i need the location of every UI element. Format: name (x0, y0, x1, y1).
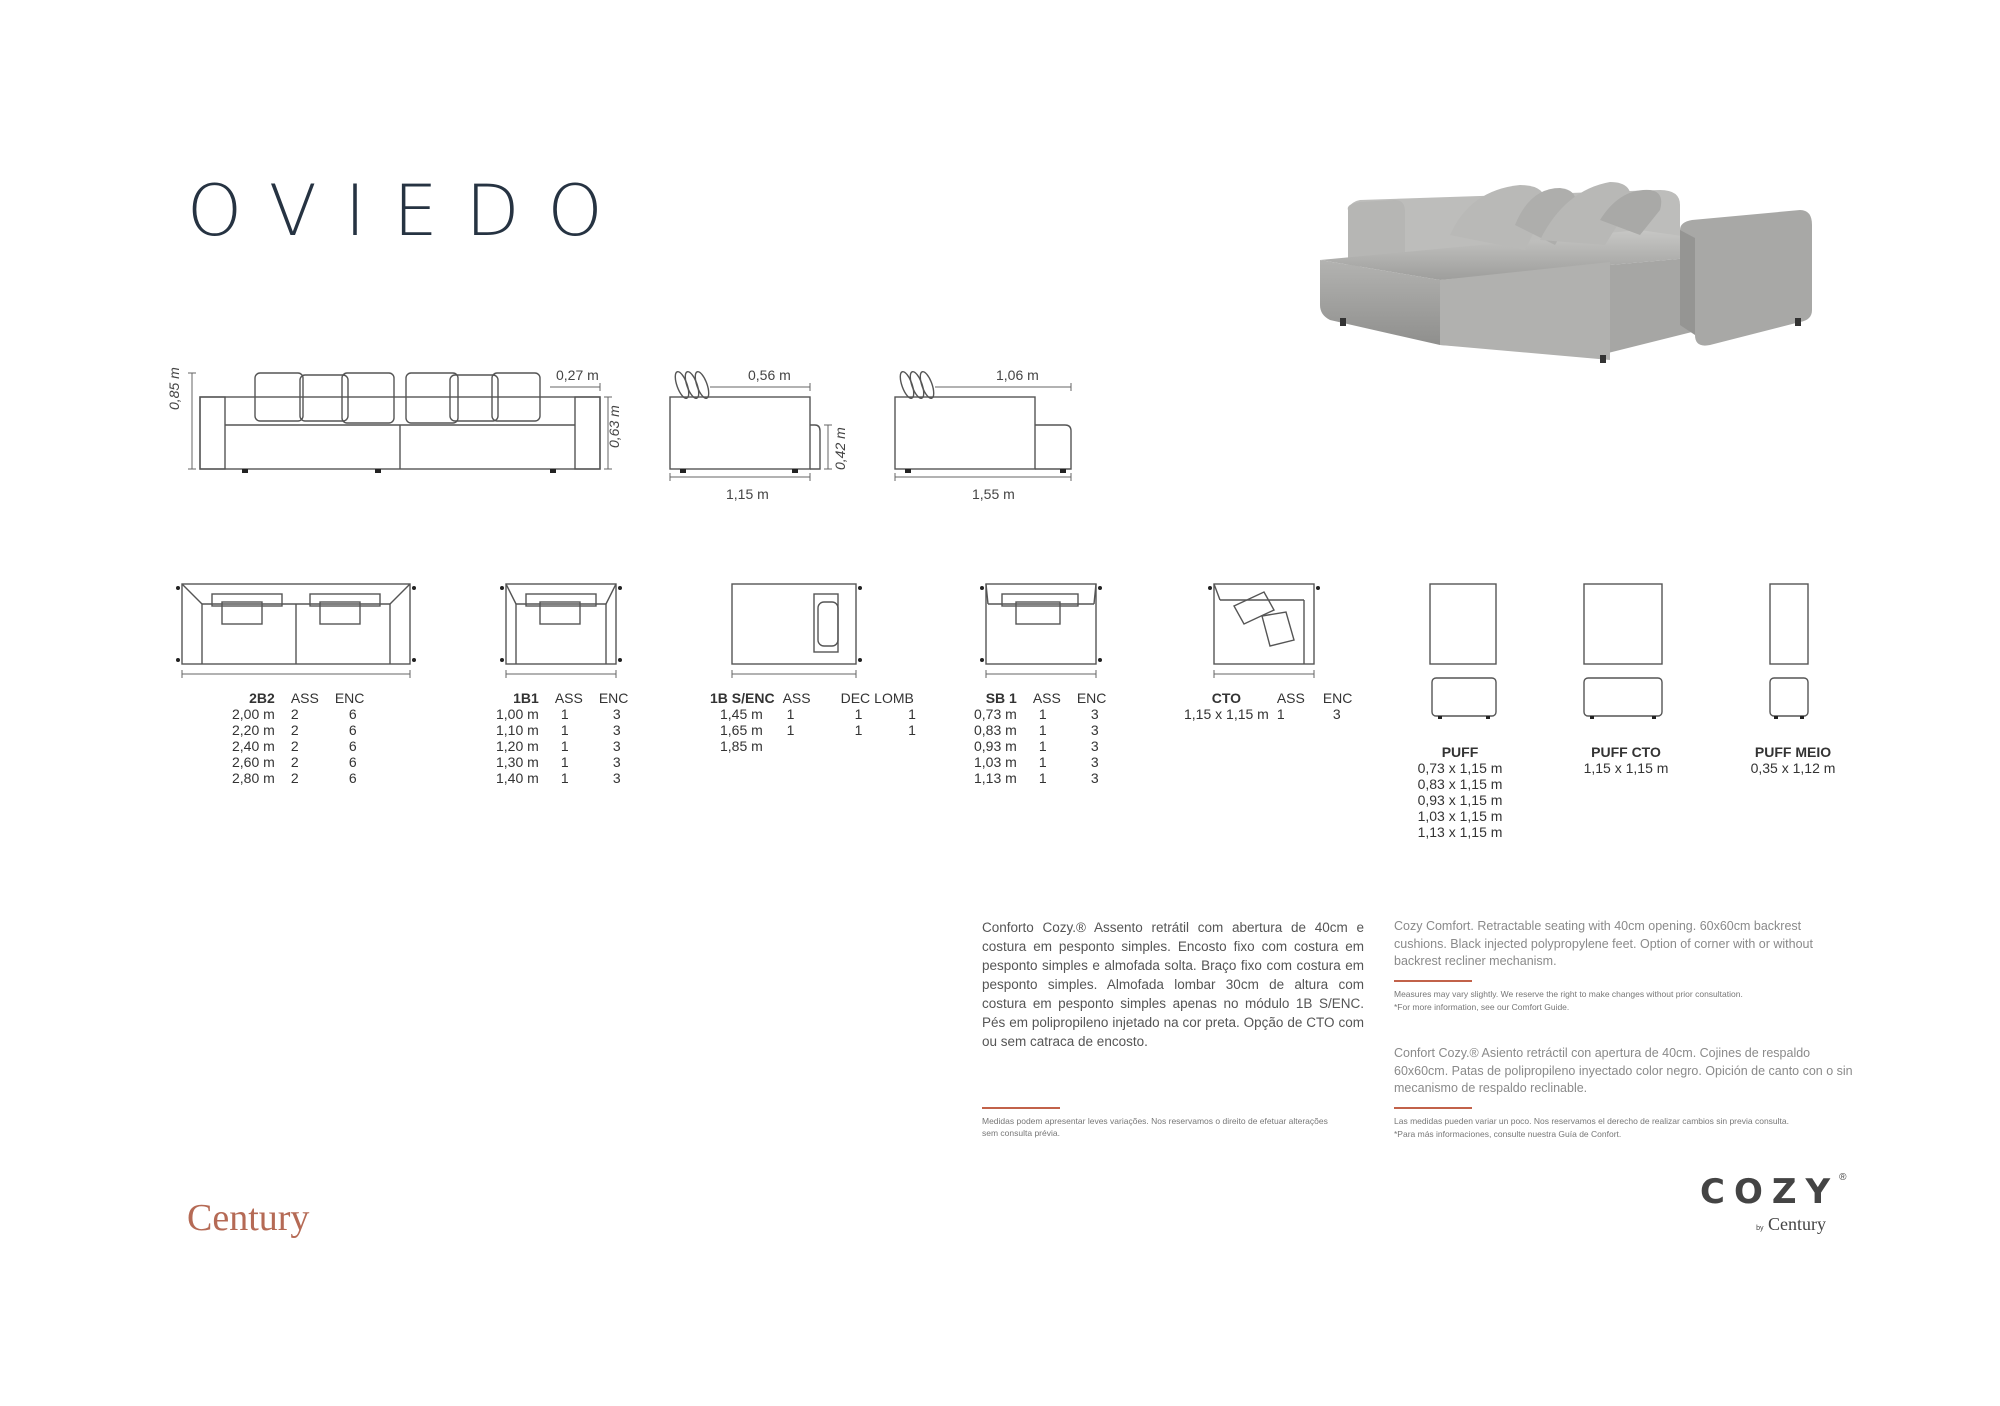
cell: 2,80 m (232, 770, 275, 786)
cell: 1,45 m (720, 706, 763, 722)
plan-1b1 (496, 580, 626, 680)
module-name: CTO (1211, 690, 1242, 706)
divider-pt (982, 1107, 1060, 1109)
cell: 1 (560, 770, 569, 786)
cell: 1 (854, 722, 863, 738)
cozy-wordmark: COZY (1700, 1172, 1840, 1212)
side-elevation-open (885, 365, 1095, 485)
puff-meio-info (1728, 744, 1858, 776)
cell: 1,13 m (974, 770, 1017, 786)
col-header: ASS (1276, 690, 1305, 706)
cell: 1,00 m (496, 706, 539, 722)
puff-info (1400, 744, 1520, 840)
cell: 2 (290, 738, 299, 754)
col-header: ENC (334, 690, 365, 706)
cell: 1 (1038, 770, 1047, 786)
table-1b-senc (706, 690, 920, 754)
description-pt: Conforto Cozy.® Assento retrátil com abertura de 40cm e costura em pesponto simples. Encosto fixo com costura em pesponto simples e almofada solta. Braço fixo com costura em pesponto simples. Almofada lombar 30cm de altura com costura em pesponto simples apenas no módulo 1B S/ENC. Pés em polipropileno injetado na cor preta. Opção de CTO com ou sem catraca de encosto. (982, 920, 1364, 1049)
table-1b1 (492, 690, 632, 786)
module-name: 1B S/ENC (710, 690, 775, 706)
cell: 3 (612, 770, 621, 786)
puff-size: 0,83 x 1,15 m (1417, 776, 1503, 792)
puff-size: 0,73 x 1,15 m (1417, 760, 1503, 776)
col-header: ASS (1032, 690, 1061, 706)
col-header: ENC (1322, 690, 1353, 706)
cell: 3 (612, 754, 621, 770)
cell: 6 (348, 722, 357, 738)
cell: 6 (348, 770, 357, 786)
cell: 1 (1038, 754, 1047, 770)
dim-open-top: 1,06 m (996, 367, 1039, 383)
cell: 2,00 m (232, 706, 275, 722)
dim-open-depth: 1,55 m (972, 486, 1015, 502)
col-header: ENC (598, 690, 629, 706)
plan-sb1 (976, 580, 1106, 680)
cell: 3 (1332, 706, 1341, 722)
note-es-1: Las medidas pueden variar un poco. Nos reservamos el derecho de realizar cambios sin previa consulta. (1394, 1116, 1789, 1126)
cell: 3 (1090, 738, 1099, 754)
table-sb1 (970, 690, 1110, 786)
col-header: ASS (782, 690, 811, 706)
cell: 1,20 m (496, 738, 539, 754)
cell: 0,73 m (974, 706, 1017, 722)
cell: 3 (612, 722, 621, 738)
description-en: Cozy Comfort. Retractable seating with 40cm opening. 60x60cm backrest cushions. Black injected polypropylene feet. Option of corner with or without backrest recliner mechanism. (1394, 919, 1813, 968)
cell: 2,40 m (232, 738, 275, 754)
module-name: 2B2 (249, 690, 275, 706)
front-elevation-drawing (170, 365, 640, 485)
plan-1b-senc (722, 580, 872, 680)
cell: 1 (786, 722, 795, 738)
puff-cto-size: 1,15 x 1,15 m (1583, 760, 1669, 776)
puff-size: 1,03 x 1,15 m (1417, 808, 1503, 824)
col-header: ASS (554, 690, 583, 706)
plan-puff (1420, 580, 1500, 730)
cell: 1 (1038, 738, 1047, 754)
cell: 3 (1090, 770, 1099, 786)
century-logo: Century (187, 1197, 310, 1239)
table-2b2 (228, 690, 368, 786)
dim-arm-height: 0,63 m (606, 405, 622, 448)
cell: 0,93 m (974, 738, 1017, 754)
dim-front-height: 0,85 m (166, 367, 182, 410)
cell: 6 (348, 706, 357, 722)
cell: 6 (348, 738, 357, 754)
table-cto (1180, 690, 1356, 722)
cell: 2 (290, 754, 299, 770)
dim-arm-width: 0,27 m (556, 367, 599, 383)
note-en-2: *For more information, see our Comfort Guide. (1394, 1002, 1570, 1012)
description-es: Confort Cozy.® Asiento retráctil con apertura de 40cm. Cojines de respaldo 60x60cm. Patas de polipropileno inyectado color negro. Opición de canto con o sin mecanismo de respaldo reclinable. (1394, 1046, 1853, 1095)
col-header: DEC (840, 690, 871, 706)
cozy-logo (1700, 1172, 1847, 1235)
cell: 1,65 m (720, 722, 763, 738)
cell: 3 (1090, 722, 1099, 738)
cell: 6 (348, 754, 357, 770)
cell: 1 (908, 722, 916, 738)
cell: 1 (854, 706, 863, 722)
cozy-century: Century (1768, 1214, 1826, 1234)
cell: 2 (290, 722, 299, 738)
puff-meio-name: PUFF MEIO (1754, 744, 1832, 760)
cell: 1 (786, 706, 795, 722)
module-name: SB 1 (985, 690, 1017, 706)
cell: 1 (1276, 706, 1285, 722)
col-header: ASS (290, 690, 319, 706)
cell: 1 (560, 706, 569, 722)
cell: 3 (1090, 754, 1099, 770)
puff-name: PUFF (1441, 744, 1479, 760)
plan-puff-meio (1760, 580, 1820, 730)
dim-side-depth: 1,15 m (726, 486, 769, 502)
sofa-product-image (1300, 170, 1830, 380)
cozy-by: by (1756, 1225, 1764, 1232)
cell: 3 (612, 706, 621, 722)
cell: 1,03 m (974, 754, 1017, 770)
cell: 2 (290, 770, 299, 786)
cell: 1,40 m (496, 770, 539, 786)
cell: 2 (290, 706, 299, 722)
cell: 1 (1038, 706, 1047, 722)
dim-side-top: 0,56 m (748, 367, 791, 383)
dim-seat-height: 0,42 m (832, 427, 848, 470)
cell: 1,30 m (496, 754, 539, 770)
cell: 1 (908, 706, 916, 722)
module-name: 1B1 (513, 690, 539, 706)
cell: 1 (560, 722, 569, 738)
cell: 0,83 m (974, 722, 1017, 738)
col-header: ENC (1076, 690, 1107, 706)
puff-size: 1,13 x 1,15 m (1417, 824, 1503, 840)
cell: 2,20 m (232, 722, 275, 738)
page-title: OVIEDO (187, 170, 631, 252)
divider-en (1394, 980, 1472, 982)
puff-meio-size: 0,35 x 1,12 m (1750, 760, 1836, 776)
cell: 1 (560, 754, 569, 770)
cell: 1,85 m (720, 738, 763, 754)
note-en-1: Measures may vary slightly. We reserve the right to make changes without prior consultation. (1394, 989, 1743, 999)
col-header: LOMB (874, 690, 914, 706)
cell: 1,15 x 1,15 m (1184, 706, 1269, 722)
side-elevation-closed (660, 365, 860, 485)
divider-es (1394, 1107, 1472, 1109)
puff-cto-info (1566, 744, 1686, 776)
cell: 1 (560, 738, 569, 754)
note-pt: Medidas podem apresentar leves variações. Nos reservamos o direito de efetuar alterações sem consulta prévia. (982, 1116, 1328, 1138)
puff-size: 0,93 x 1,15 m (1417, 792, 1503, 808)
cell: 2,60 m (232, 754, 275, 770)
cell: 3 (1090, 706, 1099, 722)
cell: 3 (612, 738, 621, 754)
cell: 1,10 m (496, 722, 539, 738)
note-es-2: *Para más informaciones, consulte nuestra Guía de Confort. (1394, 1129, 1622, 1139)
plan-puff-cto (1576, 580, 1666, 730)
puff-cto-name: PUFF CTO (1591, 744, 1661, 760)
cozy-registered: ® (1839, 1172, 1847, 1183)
plan-cto (1204, 580, 1324, 680)
cell: 1 (1038, 722, 1047, 738)
plan-2b2 (172, 580, 422, 680)
